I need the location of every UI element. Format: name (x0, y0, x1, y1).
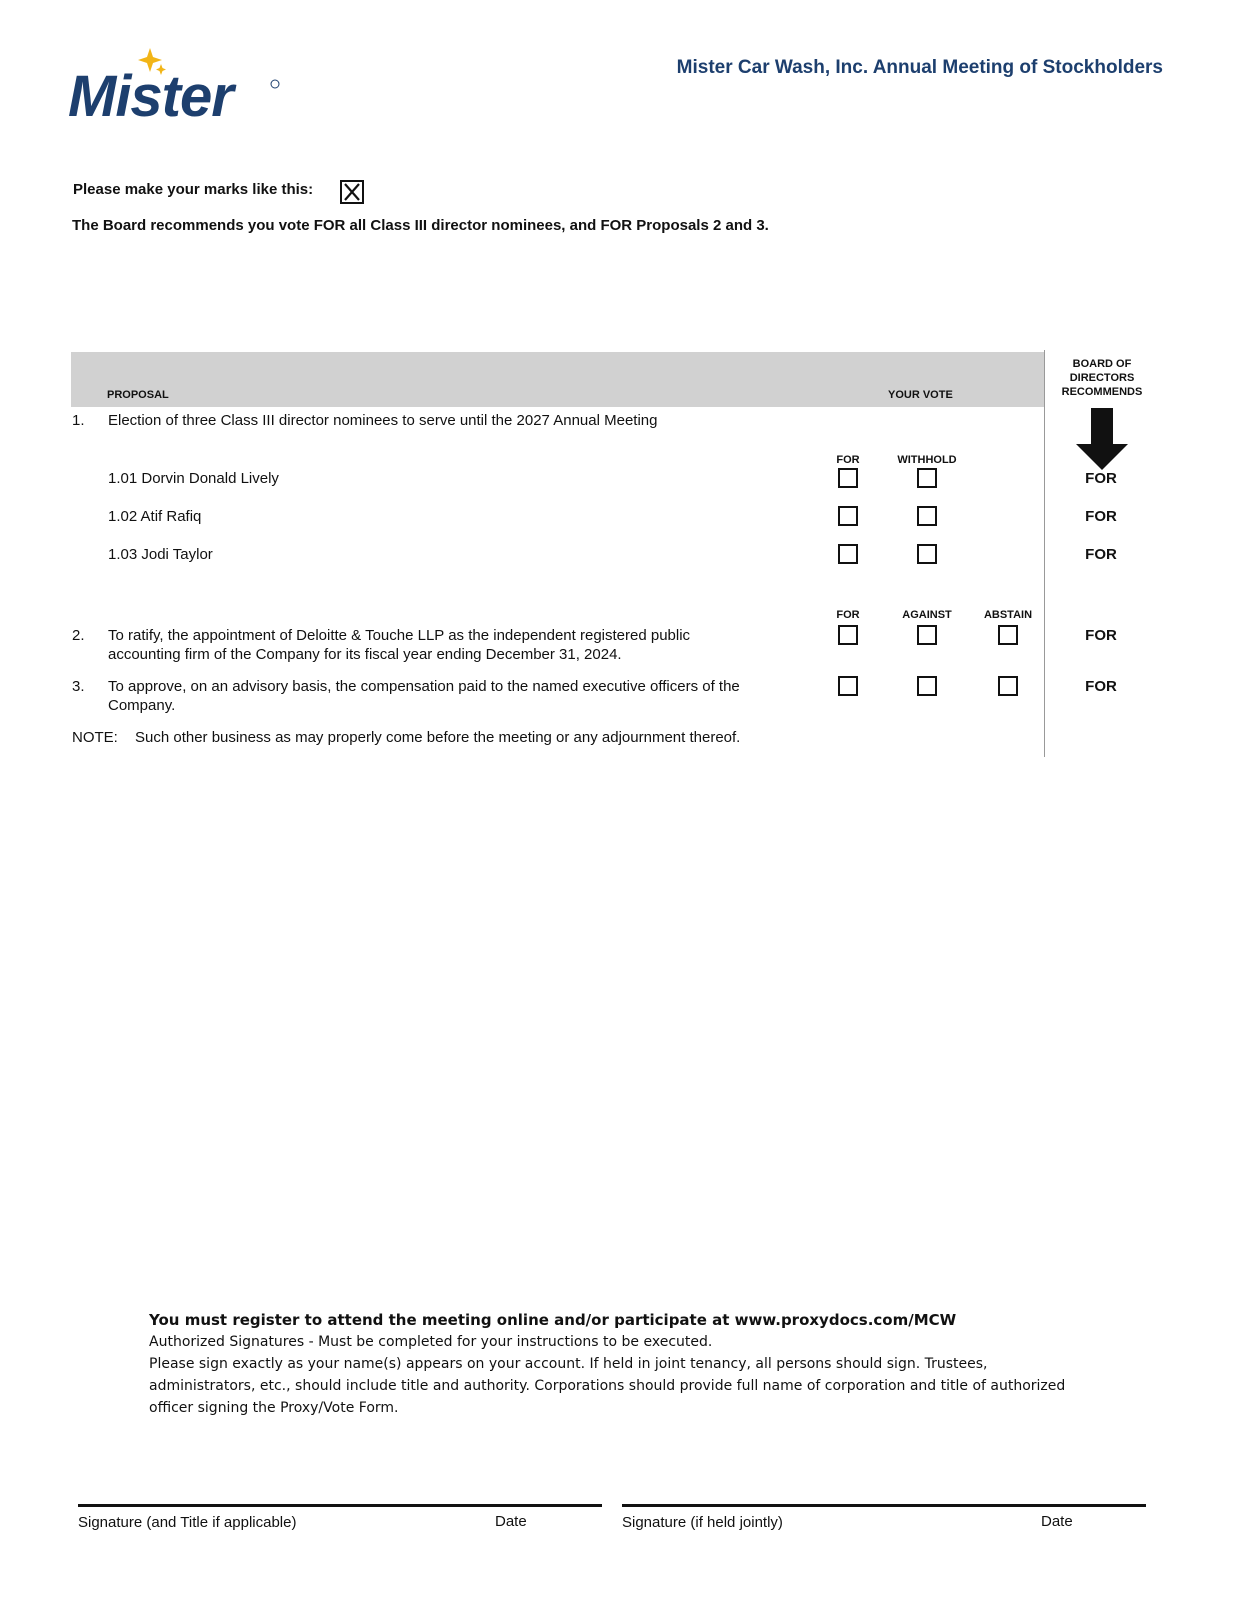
nominee-label: 1.02 Atif Rafiq (108, 508, 202, 525)
svg-text:Mister: Mister (68, 64, 233, 124)
against-checkbox[interactable] (917, 676, 937, 696)
for-checkbox[interactable] (838, 544, 858, 564)
for-checkbox[interactable] (838, 506, 858, 526)
for-checkbox[interactable] (838, 468, 858, 488)
board-recommendation-value: FOR (1085, 627, 1117, 644)
note-text: Such other business as may properly come before the meeting or any adjournment thereof. (135, 729, 741, 746)
nominee-label: 1.01 Dorvin Donald Lively (108, 470, 279, 487)
joint-signature-line[interactable] (622, 1504, 1146, 1507)
note-label: NOTE: (72, 729, 118, 746)
proposal-1-text: Election of three Class III director nominees to serve until the 2027 Annual Meeting (108, 412, 658, 429)
board-recommendation-value: FOR (1085, 470, 1117, 487)
joint-date-label: Date (1041, 1513, 1073, 1530)
date-label: Date (495, 1513, 527, 1530)
withhold-checkbox[interactable] (917, 506, 937, 526)
registration-block: You must register to attend the meeting online and/or participate at www.proxydocs.com/MCW Authorized Signatures - Must be completed for your instructions to be executed. Please sign exactly as your name(s) appears on your account. If held in joint tenancy, all persons should sign. Trustees, administrators, etc., should include title and authority. Corporations should provide full name of corporation and title of authorized officer signing the Proxy/Vote Form. (149, 1309, 1079, 1419)
for-checkbox[interactable] (838, 625, 858, 645)
board-recommendation-value: FOR (1085, 546, 1117, 563)
page-title: Mister Car Wash, Inc. Annual Meeting of Stockholders (676, 57, 1163, 78)
signature-label: Signature (and Title if applicable) (78, 1514, 297, 1531)
your-vote-header: YOUR VOTE (888, 389, 953, 401)
against-checkbox[interactable] (917, 625, 937, 645)
abstain-checkbox[interactable] (998, 625, 1018, 645)
sample-x-mark-icon (340, 180, 364, 204)
board-recommendation-value: FOR (1085, 678, 1117, 695)
registration-headline: You must register to attend the meeting online and/or participate at www.proxydocs.com/MCW (149, 1311, 957, 1329)
for-checkbox[interactable] (838, 676, 858, 696)
board-recommends-header: BOARD OF DIRECTORS RECOMMENDS (1061, 358, 1143, 398)
marks-instruction: Please make your marks like this: (73, 181, 314, 198)
board-recommendation-value: FOR (1085, 508, 1117, 525)
abstain-checkbox[interactable] (998, 676, 1018, 696)
arrow-down-icon (1074, 408, 1130, 470)
signature-line[interactable] (78, 1504, 602, 1507)
joint-signature-label: Signature (if held jointly) (622, 1514, 783, 1531)
proposal-header: PROPOSAL (107, 389, 169, 401)
withhold-checkbox[interactable] (917, 468, 937, 488)
nominee-label: 1.03 Jodi Taylor (108, 546, 213, 563)
column-divider (1044, 350, 1045, 757)
mister-logo (68, 44, 288, 124)
board-recommendation: The Board recommends you vote FOR all Class III director nominees, and FOR Proposals 2 and 3. (72, 217, 769, 234)
withhold-checkbox[interactable] (917, 544, 937, 564)
